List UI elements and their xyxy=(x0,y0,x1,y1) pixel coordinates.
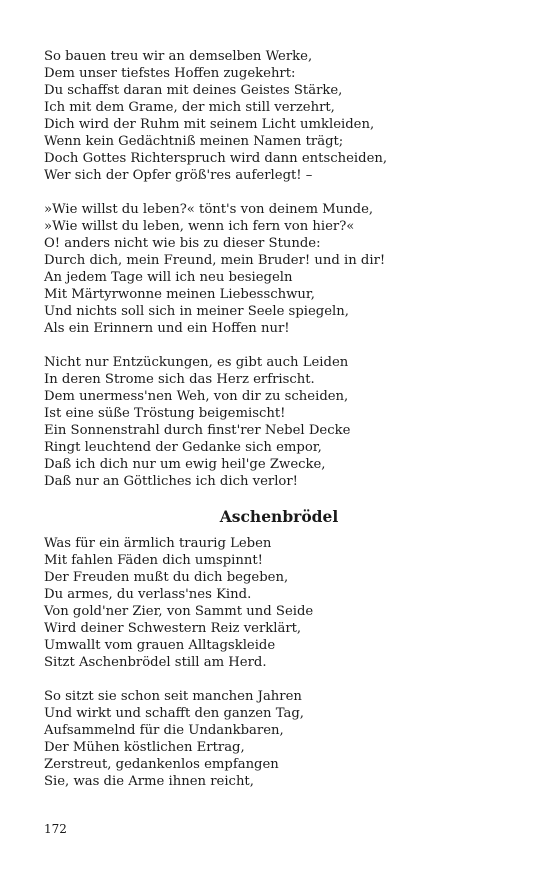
verse-line: »Wie willst du leben?« tönt's von deinem Munde, xyxy=(44,202,374,217)
verse-line: Daß ich dich nur um ewig heil'ge Zwecke, xyxy=(44,457,326,472)
verse-line: Doch Gottes Richterspruch wird dann entscheiden, xyxy=(44,151,388,166)
verse-line: Sitzt Aschenbrödel still am Herd. xyxy=(44,655,267,670)
verse-line: Als ein Erinnern und ein Hoffen nur! xyxy=(44,321,290,336)
verse-line: Daß nur an Göttliches ich dich verlor! xyxy=(44,474,298,489)
page-body xyxy=(44,48,514,807)
verse-line: Dem unser tiefstes Hoffen zugekehrt: xyxy=(44,66,296,81)
verse-line: Ist eine süße Tröstung beigemischt! xyxy=(44,406,286,421)
verse-line: Durch dich, mein Freund, mein Bruder! und in dir! xyxy=(44,253,386,268)
verse-line: Von gold'ner Zier, von Sammt und Seide xyxy=(44,604,314,619)
poem-continuation xyxy=(44,48,514,490)
verse-line: In deren Strome sich das Herz erfrischt. xyxy=(44,372,315,387)
verse-line: Und wirkt und schafft den ganzen Tag, xyxy=(44,706,304,721)
verse-line: Nicht nur Entzückungen, es gibt auch Leiden xyxy=(44,355,349,370)
verse-line: Was für ein ärmlich traurig Leben xyxy=(44,536,272,551)
stanza xyxy=(44,535,514,671)
verse-line: Wer sich der Opfer größ'res auferlegt! – xyxy=(44,168,313,183)
verse-line: Mit fahlen Fäden dich umspinnt! xyxy=(44,553,263,568)
verse-line: Der Freuden mußt du dich begeben, xyxy=(44,570,289,585)
verse-line: Umwallt vom grauen Alltagskleide xyxy=(44,638,276,653)
verse-line: »Wie willst du leben, wenn ich fern von hier?« xyxy=(44,219,355,234)
stanza xyxy=(44,688,514,790)
stanza xyxy=(44,48,514,184)
verse-line: So bauen treu wir an demselben Werke, xyxy=(44,49,313,64)
verse-line: Wird deiner Schwestern Reiz verklärt, xyxy=(44,621,302,636)
verse-line: Sie, was die Arme ihnen reicht, xyxy=(44,774,254,789)
verse-line: Ein Sonnenstrahl durch finst'rer Nebel Decke xyxy=(44,423,351,438)
verse-line: Und nichts soll sich in meiner Seele spiegeln, xyxy=(44,304,349,319)
poem-aschenbroedel xyxy=(44,535,514,790)
verse-line: Dich wird der Ruhm mit seinem Licht umkleiden, xyxy=(44,117,375,132)
verse-line: Wenn kein Gedächtniß meinen Namen trägt; xyxy=(44,134,344,149)
verse-line: Dem unermess'nen Weh, von dir zu scheiden, xyxy=(44,389,349,404)
verse-line: So sitzt sie schon seit manchen Jahren xyxy=(44,689,302,704)
verse-line: Der Mühen köstlichen Ertrag, xyxy=(44,740,245,755)
poem-title: Aschenbrödel xyxy=(219,507,339,526)
verse-line: Ich mit dem Grame, der mich still verzehrt, xyxy=(44,100,335,115)
verse-line: Ringt leuchtend der Gedanke sich empor, xyxy=(44,440,322,455)
verse-line: Du schaffst daran mit deines Geistes Stärke, xyxy=(44,83,343,98)
verse-line: Du armes, du verlass'nes Kind. xyxy=(44,587,252,602)
verse-line: An jedem Tage will ich neu besiegeln xyxy=(44,270,293,285)
verse-line: O! anders nicht wie bis zu dieser Stunde: xyxy=(44,236,321,251)
verse-line: Mit Märtyrwonne meinen Liebesschwur, xyxy=(44,287,315,302)
page-number: 172 xyxy=(44,822,67,836)
stanza xyxy=(44,354,514,490)
verse-line: Aufsammelnd für die Undankbaren, xyxy=(44,723,284,738)
verse-line: Zerstreut, gedankenlos empfangen xyxy=(44,757,279,772)
stanza xyxy=(44,201,514,337)
